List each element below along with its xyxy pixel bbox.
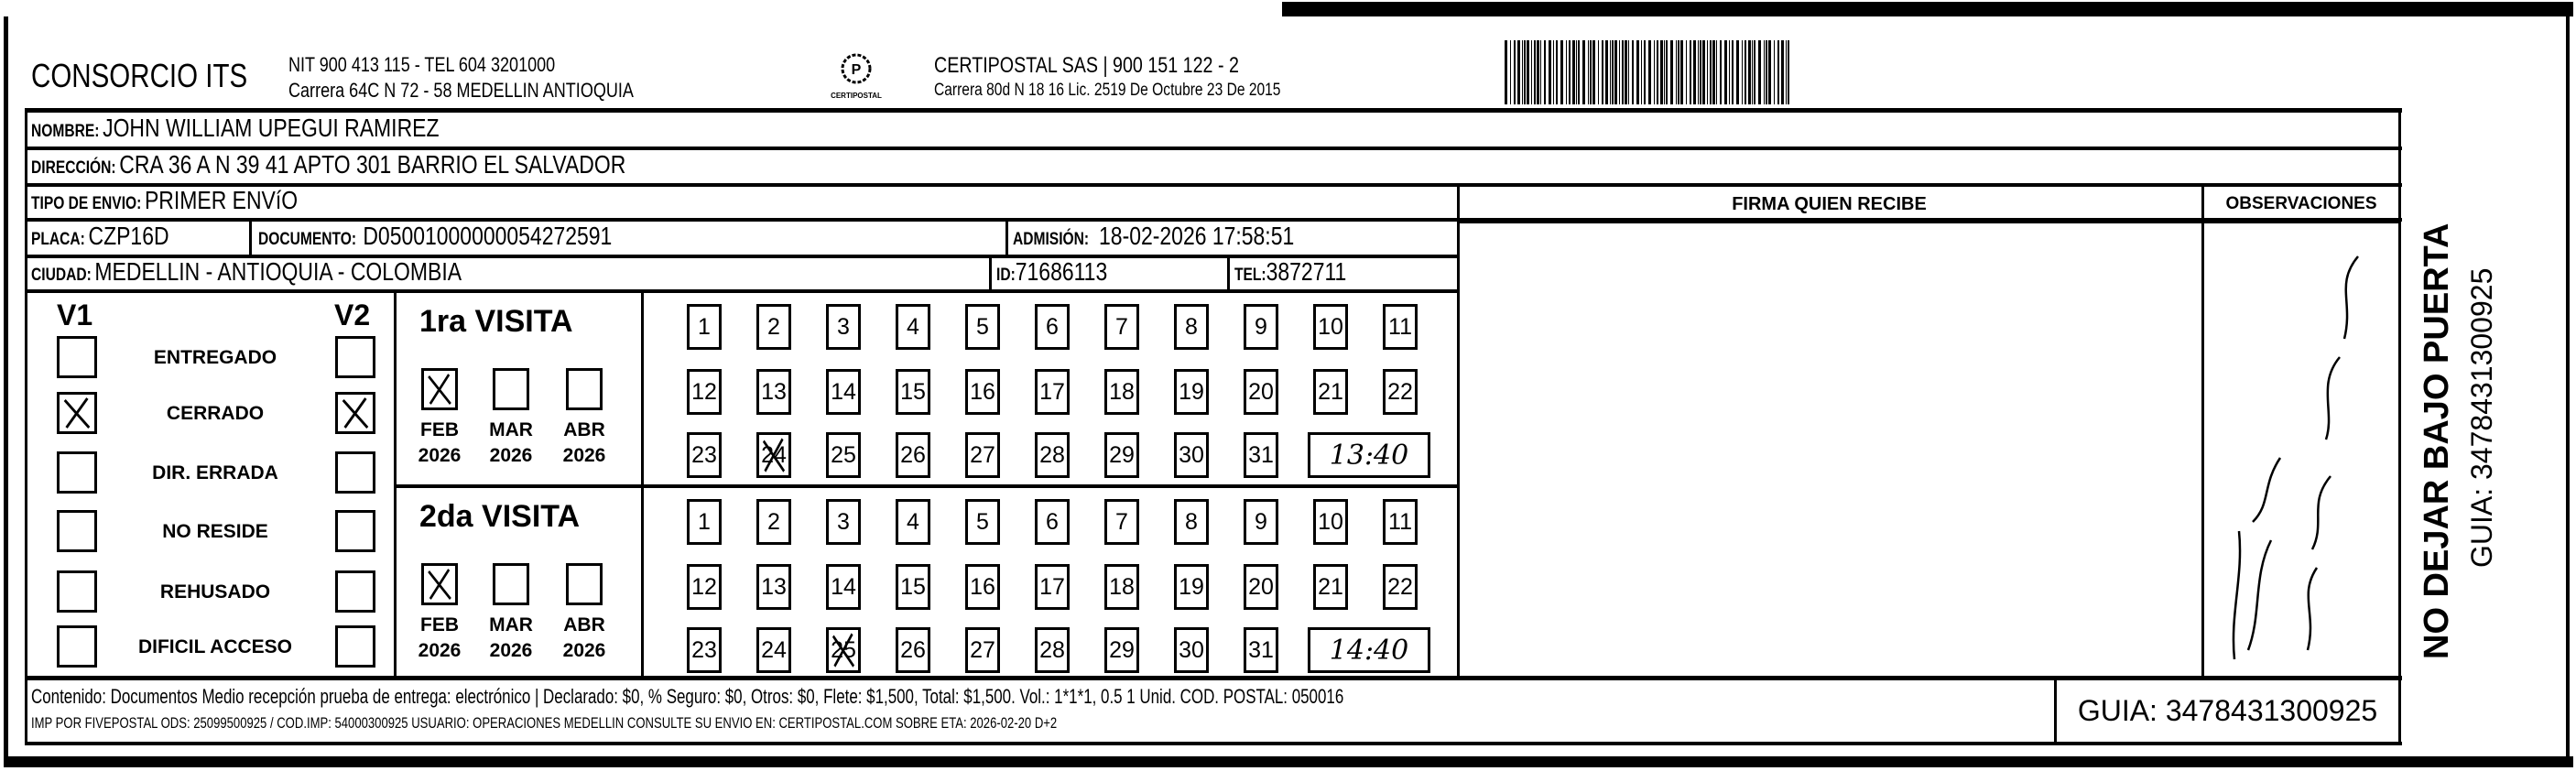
day-box[interactable]: 8 <box>1174 304 1209 350</box>
month-label: FEB <box>420 419 459 440</box>
side-guia: GUIA: 3478431300925 <box>2465 267 2498 568</box>
day-box[interactable]: 13 <box>756 369 791 415</box>
day-box[interactable]: 21 <box>1313 564 1348 610</box>
day-box[interactable]: 3 <box>826 304 861 350</box>
day-box[interactable]: 5 <box>965 304 1000 350</box>
day-box[interactable]: 10 <box>1313 304 1348 350</box>
day-box[interactable]: 5 <box>965 499 1000 545</box>
status-label: DIFICIL ACCESO <box>137 636 292 657</box>
carrier-line1: CERTIPOSTAL SAS | 900 151 122 - 2 <box>934 53 1239 78</box>
row-line <box>25 289 1459 293</box>
divider <box>394 484 1459 488</box>
status-label: ENTREGADO <box>153 347 277 368</box>
day-box[interactable]: 6 <box>1035 499 1070 545</box>
year-label: 2026 <box>562 640 606 661</box>
status-label: CERRADO <box>166 403 265 424</box>
day-box[interactable]: 2 <box>756 499 791 545</box>
firma-header: FIRMA QUIEN RECIBE <box>1732 194 1927 214</box>
divider <box>989 256 992 291</box>
day-box[interactable]: 8 <box>1174 499 1209 545</box>
day-box[interactable]: 14 <box>826 369 861 415</box>
tel-field: TEL:3872711 <box>1234 257 1347 286</box>
divider <box>1227 256 1230 291</box>
left-border <box>25 108 27 745</box>
day-box[interactable]: 18 <box>1104 369 1139 415</box>
month-label: MAR <box>489 419 533 440</box>
v2-checkbox[interactable] <box>335 625 375 668</box>
v2-checkbox[interactable] <box>335 570 375 613</box>
month-label: FEB <box>420 614 459 635</box>
divider <box>394 291 397 676</box>
day-box[interactable]: 4 <box>896 304 930 350</box>
row-line <box>25 108 2402 113</box>
admision-field: ADMISIÓN: 18-02-2026 17:58:51 <box>1013 222 1295 250</box>
day-box[interactable]: 31 <box>1244 627 1278 673</box>
divider <box>2201 183 2204 678</box>
day-box[interactable]: 1 <box>687 304 722 350</box>
visit-time: 13:40 <box>1329 439 1409 472</box>
visit-time: 14:40 <box>1329 634 1409 667</box>
day-box[interactable]: 28 <box>1035 627 1070 673</box>
day-box[interactable]: 2 <box>756 304 791 350</box>
placa-field: PLACA: CZP16D <box>31 222 169 250</box>
day-box[interactable]: 21 <box>1313 369 1348 415</box>
id-field: ID:71686113 <box>996 257 1108 286</box>
day-box[interactable]: 31 <box>1244 432 1278 478</box>
month-checkbox-mar[interactable] <box>493 563 529 605</box>
day-box[interactable]: 25 <box>826 432 861 478</box>
handwritten-observation <box>2207 229 2390 668</box>
v1-header: V1 <box>57 299 93 331</box>
day-box[interactable]: 7 <box>1104 499 1139 545</box>
day-box[interactable]: 4 <box>896 499 930 545</box>
month-label: ABR <box>563 419 605 440</box>
year-label: 2026 <box>562 445 606 466</box>
day-box[interactable]: 9 <box>1244 304 1278 350</box>
company-name: CONSORCIO ITS <box>31 57 248 94</box>
day-box[interactable]: 22 <box>1383 369 1418 415</box>
month-checkbox-feb[interactable] <box>421 563 458 605</box>
ciudad-field: CIUDAD: MEDELLIN - ANTIOQUIA - COLOMBIA <box>31 257 462 286</box>
year-label: 2026 <box>418 640 462 661</box>
divider <box>1005 220 1008 256</box>
frame-right <box>2566 16 2570 758</box>
day-box[interactable]: 27 <box>965 432 1000 478</box>
day-box[interactable]: 19 <box>1174 564 1209 610</box>
certipostal-logo: P CERTIPOSTAL <box>824 50 888 103</box>
day-box[interactable]: 28 <box>1035 432 1070 478</box>
time-box[interactable] <box>1308 627 1430 673</box>
day-box[interactable]: 12 <box>687 369 722 415</box>
v1-checkbox[interactable] <box>57 625 97 668</box>
v2-header: V2 <box>334 299 371 331</box>
day-box[interactable]: 9 <box>1244 499 1278 545</box>
footer-contents: Contenido: Documentos Medio recepción prueba de entrega: electrónico | Declarado: $0, % Seguro: $0, Otros: $0, Flete: $1,500, Total: $1,500. Vol.: 1*1*1, 0.5 1 Unid. COD. POSTAL: 050016 <box>31 685 1344 708</box>
month-checkbox-abr[interactable] <box>566 368 603 410</box>
year-label: 2026 <box>489 640 533 661</box>
right-border <box>2398 108 2401 745</box>
v1-checkbox[interactable] <box>57 451 97 494</box>
side-warning: NO DEJAR BAJO PUERTA <box>2418 223 2456 659</box>
day-box[interactable]: 22 <box>1383 564 1418 610</box>
tipo-envio-field: TIPO DE ENVIO: PRIMER ENVíO <box>31 186 299 214</box>
status-label: NO RESIDE <box>162 521 268 542</box>
footer-guia: GUIA: 3478431300925 <box>2077 694 2378 727</box>
day-box[interactable]: 7 <box>1104 304 1139 350</box>
day-box[interactable]: 26 <box>896 432 930 478</box>
row-line <box>1457 220 2400 223</box>
footer-print-info: IMP POR FIVEPOSTAL ODS: 25099500925 / COD.IMP: 54000300925 USUARIO: OPERACIONES MEDELLIN CONSULTE SU ENVIO EN: CERTIPOSTAL.COM SOBRE ETA: 2026-02-20 D+2 <box>31 714 1058 732</box>
day-box[interactable]: 19 <box>1174 369 1209 415</box>
visit-title: 1ra VISITA <box>419 304 573 339</box>
day-box[interactable]: 29 <box>1104 432 1139 478</box>
frame-left <box>4 16 8 766</box>
v2-checkbox[interactable] <box>335 336 375 378</box>
row-line <box>25 676 2402 680</box>
divider <box>249 220 252 256</box>
day-box[interactable]: 12 <box>687 564 722 610</box>
day-box[interactable]: 30 <box>1174 432 1209 478</box>
day-box[interactable]: 20 <box>1244 564 1278 610</box>
day-box[interactable]: 13 <box>756 564 791 610</box>
status-label: DIR. ERRADA <box>152 462 278 483</box>
company-line2: Carrera 64C N 72 - 58 MEDELLIN ANTIOQUIA <box>288 79 634 102</box>
day-box[interactable]: 15 <box>896 369 930 415</box>
month-checkbox-feb[interactable] <box>421 368 458 410</box>
month-label: MAR <box>489 614 533 635</box>
year-label: 2026 <box>489 445 533 466</box>
year-label: 2026 <box>418 445 462 466</box>
row-line <box>25 183 2402 187</box>
carrier-line2: Carrera 80d N 18 16 Lic. 2519 De Octubre 23 De 2015 <box>934 81 1281 100</box>
company-line1: NIT 900 413 115 - TEL 604 3201000 <box>288 53 556 76</box>
month-checkbox-mar[interactable] <box>493 368 529 410</box>
day-box[interactable]: 30 <box>1174 627 1209 673</box>
day-box[interactable]: 20 <box>1244 369 1278 415</box>
day-box[interactable]: 17 <box>1035 564 1070 610</box>
day-box[interactable]: 1 <box>687 499 722 545</box>
time-box[interactable] <box>1308 432 1430 478</box>
day-box[interactable]: 16 <box>965 369 1000 415</box>
day-box[interactable]: 11 <box>1383 499 1418 545</box>
v2-checkbox[interactable] <box>335 451 375 494</box>
nombre-field: NOMBRE: JOHN WILLIAM UPEGUI RAMIREZ <box>31 114 440 142</box>
v1-checkbox[interactable] <box>57 510 97 552</box>
day-box[interactable]: 6 <box>1035 304 1070 350</box>
day-box[interactable]: 18 <box>1104 564 1139 610</box>
barcode <box>1505 40 1793 104</box>
row-line <box>25 742 2402 745</box>
v2-checkbox[interactable] <box>335 510 375 552</box>
v1-checkbox[interactable] <box>57 392 97 434</box>
divider <box>641 291 644 676</box>
frame-bottom <box>4 756 2573 767</box>
day-box[interactable]: 24 <box>756 432 791 478</box>
day-box[interactable]: 14 <box>826 564 861 610</box>
v1-checkbox[interactable] <box>57 570 97 613</box>
day-box[interactable]: 17 <box>1035 369 1070 415</box>
observaciones-header: OBSERVACIONES <box>2225 194 2377 213</box>
svg-text:P: P <box>851 62 862 78</box>
documento-field: DOCUMENTO: D05001000000054272591 <box>258 222 613 250</box>
day-box[interactable]: 15 <box>896 564 930 610</box>
day-box[interactable]: 24 <box>756 627 791 673</box>
day-box[interactable]: 16 <box>965 564 1000 610</box>
day-box[interactable]: 25 <box>826 627 861 673</box>
month-label: ABR <box>563 614 605 635</box>
status-label: REHUSADO <box>159 581 271 603</box>
month-checkbox-abr[interactable] <box>566 563 603 605</box>
v1-checkbox[interactable] <box>57 336 97 378</box>
visit-title: 2da VISITA <box>419 499 581 534</box>
day-box[interactable]: 26 <box>896 627 930 673</box>
day-box[interactable]: 23 <box>687 627 722 673</box>
v2-checkbox[interactable] <box>335 392 375 434</box>
day-box[interactable]: 27 <box>965 627 1000 673</box>
day-box[interactable]: 23 <box>687 432 722 478</box>
frame-top <box>1282 2 2573 16</box>
day-box[interactable]: 10 <box>1313 499 1348 545</box>
day-box[interactable]: 29 <box>1104 627 1139 673</box>
divider <box>1457 183 1460 678</box>
direccion-field: DIRECCIÓN: CRA 36 A N 39 41 APTO 301 BARRIO EL SALVADOR <box>31 150 626 179</box>
day-box[interactable]: 3 <box>826 499 861 545</box>
day-box[interactable]: 11 <box>1383 304 1418 350</box>
